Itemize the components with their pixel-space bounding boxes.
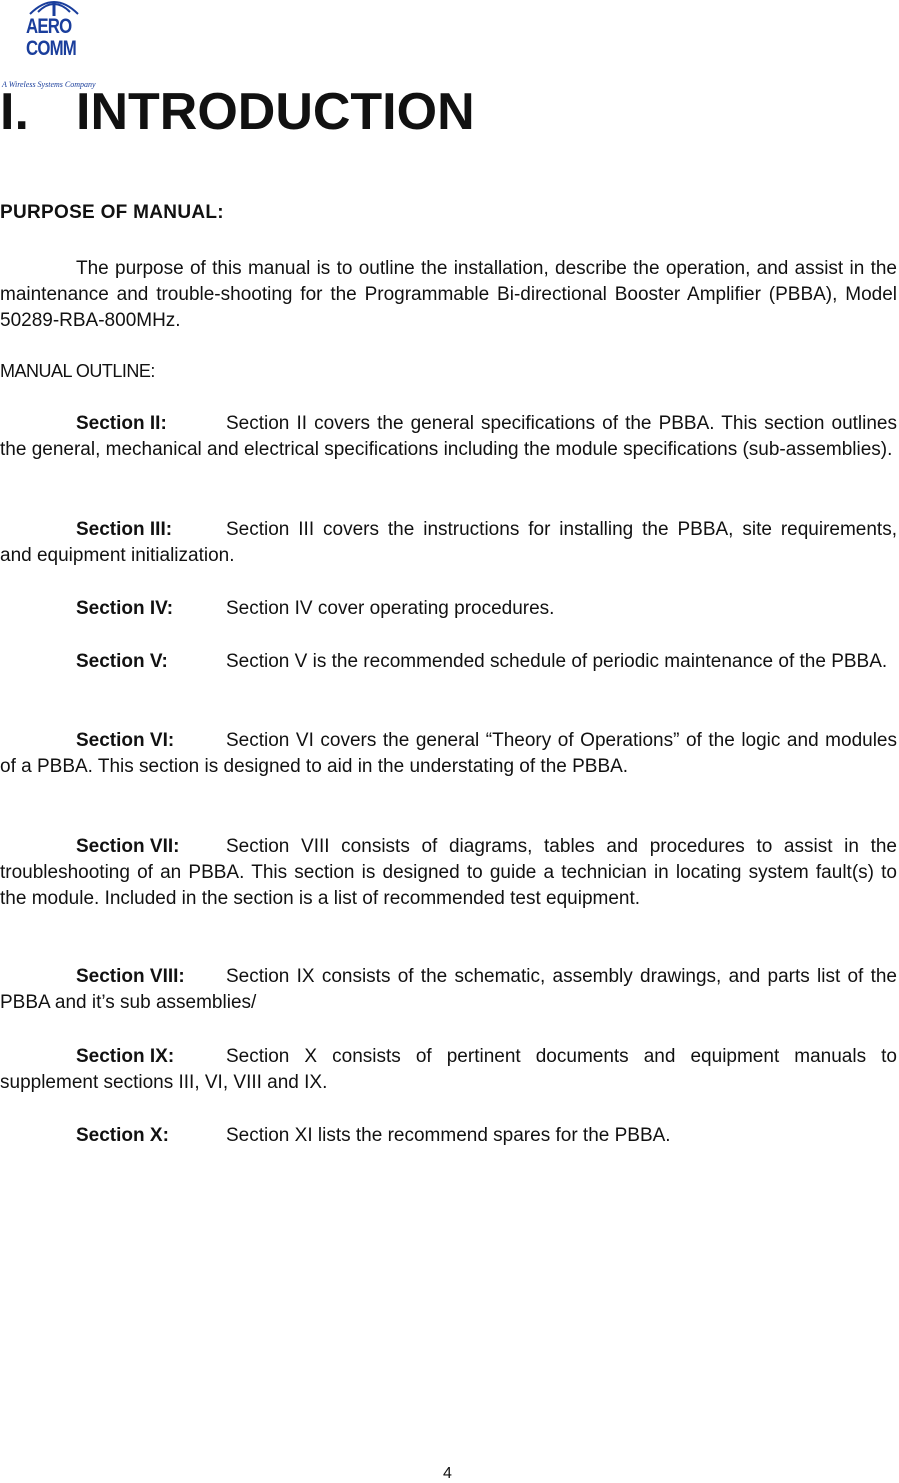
chapter-number: I. <box>0 83 29 141</box>
chapter-title: INTRODUCTION <box>76 83 475 141</box>
outline-label: MANUAL OUTLINE: <box>0 361 155 381</box>
section-label: Section VI: <box>76 730 175 751</box>
section-entry <box>0 1123 897 1149</box>
purpose-paragraph: The purpose of this manual is to outline the installation, describe the operation, and assist in the maintenance and trouble-shooting for the Programmable Bi-directional Booster Amplifier (PBBA), Model 50289-RBA-800MHz. <box>0 258 897 331</box>
section-description: Section III covers the instructions for installing the PBBA, site requirements, and equipment initialization. <box>0 519 897 566</box>
section-description: Section VIII consists of diagrams, tables and procedures to assist in the troubleshooting of an PBBA. This section is designed to guide a technician in locating system fault(s) to the module. Included in the section is a list of recommended test equipment. <box>0 836 897 909</box>
section-entry <box>0 596 897 622</box>
section-description: Section IV cover operating procedures. <box>226 598 555 619</box>
section-label: Section V: <box>76 651 168 672</box>
section-description: Section II covers the general specifications of the PBBA. This section outlines the general, mechanical and electrical specifications including the module specifications (sub-assemblies). <box>0 413 897 460</box>
company-logo <box>0 0 115 92</box>
section-entry <box>0 964 897 1016</box>
section-entry <box>0 1044 897 1096</box>
section-label: Section VIII: <box>76 966 185 987</box>
section-label: Section III: <box>76 519 173 540</box>
page-number: 4 <box>443 1465 452 1482</box>
purpose-heading: PURPOSE OF MANUAL: <box>0 202 224 223</box>
logo-line-1: AERO <box>26 15 72 38</box>
section-description: Section XI lists the recommend spares for the PBBA. <box>226 1125 671 1146</box>
section-description: Section IX consists of the schematic, assembly drawings, and parts list of the PBBA and it’s sub assemblies/ <box>0 966 897 1013</box>
section-description: Section V is the recommended schedule of periodic maintenance of the PBBA. <box>226 651 888 672</box>
chapter-heading <box>0 82 475 142</box>
logo-tagline: A Wireless Systems Company <box>2 80 96 89</box>
section-label: Section VII: <box>76 836 180 857</box>
section-label: Section X: <box>76 1125 169 1146</box>
section-label: Section IV: <box>76 598 174 619</box>
section-entry <box>0 834 897 912</box>
section-label: Section II: <box>76 413 167 434</box>
section-label: Section IX: <box>76 1046 175 1067</box>
section-entry <box>0 517 897 569</box>
section-description: Section X consists of pertinent documents and equipment manuals to supplement sections III, VI, VIII and IX. <box>0 1046 897 1093</box>
section-entry <box>0 649 897 675</box>
section-entry <box>0 411 897 463</box>
section-entry <box>0 728 897 780</box>
section-description: Section VI covers the general “Theory of Operations” of the logic and modules of a PBBA. This section is designed to aid in the understating of the PBBA. <box>0 730 897 777</box>
logo-line-2: COMM <box>26 37 76 60</box>
